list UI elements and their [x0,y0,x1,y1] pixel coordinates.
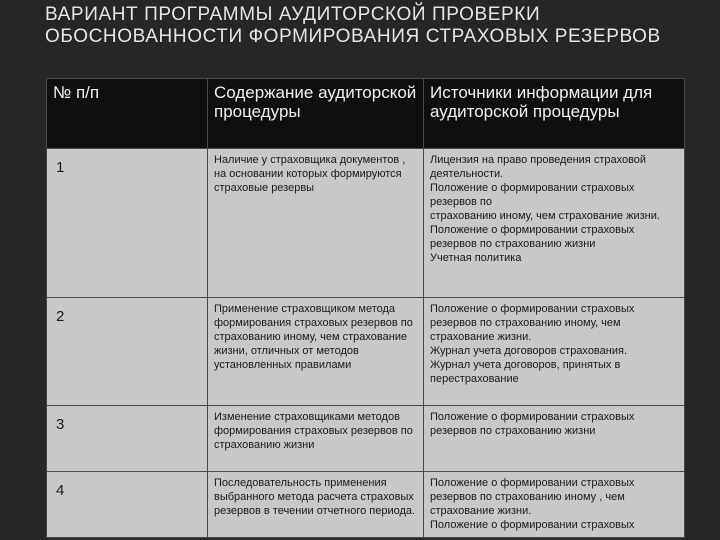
audit-program-table [46,78,685,538]
table-body [47,149,685,538]
header-row [47,79,685,149]
row-number: 2 [47,298,208,406]
table-header [47,79,685,149]
row-number: 1 [47,149,208,298]
procedure-cell: Наличие у страховщика документов , на основании которых формируются страховые резервы [208,149,424,298]
table-row [47,406,685,472]
procedure-cell: Изменение страховщиками методов формирования страховых резервов по страхованию жизни [208,406,424,472]
procedure-cell: Последовательность применения выбранного метода расчета страховых резервов в течении отчетного периода. [208,472,424,538]
procedure-cell: Применение страховщиком метода формирования страховых резервов по страхованию иному, чем страхование жизни, отличных от методов установленных правилами [208,298,424,406]
table-row [47,298,685,406]
sources-cell: Лицензия на право проведения страховой деятельности. Положение о формировании страховых резервов по страхованию иному, чем страхование жизни. Положение о формировании страховых резервов по страхованию жизни Учетная политика [424,149,685,298]
table-row [47,149,685,298]
sources-cell: Положение о формировании страховых резервов по страхованию жизни [424,406,685,472]
sources-cell: Положение о формировании страховых резервов по страхованию иному, чем страхование жизни. Журнал учета договоров страхования. Журнал учета договоров, принятых в перестрахование [424,298,685,406]
row-number: 3 [47,406,208,472]
header-number: № п/п [47,79,208,149]
sources-cell: Положение о формировании страховых резервов по страхованию иному , чем страхование жизни. Положение о формировании страховых [424,472,685,538]
table-row [47,472,685,538]
header-procedure: Содержание аудиторской процедуры [208,79,424,149]
slide-title: ВАРИАНТ ПРОГРАММЫ АУДИТОРСКОЙ ПРОВЕРКИ ОБОСНОВАННОСТИ ФОРМИРОВАНИЯ СТРАХОВЫХ РЕЗЕРВОВ [45,4,661,47]
row-number: 4 [47,472,208,538]
header-sources: Источники информации для аудиторской процедуры [424,79,685,149]
